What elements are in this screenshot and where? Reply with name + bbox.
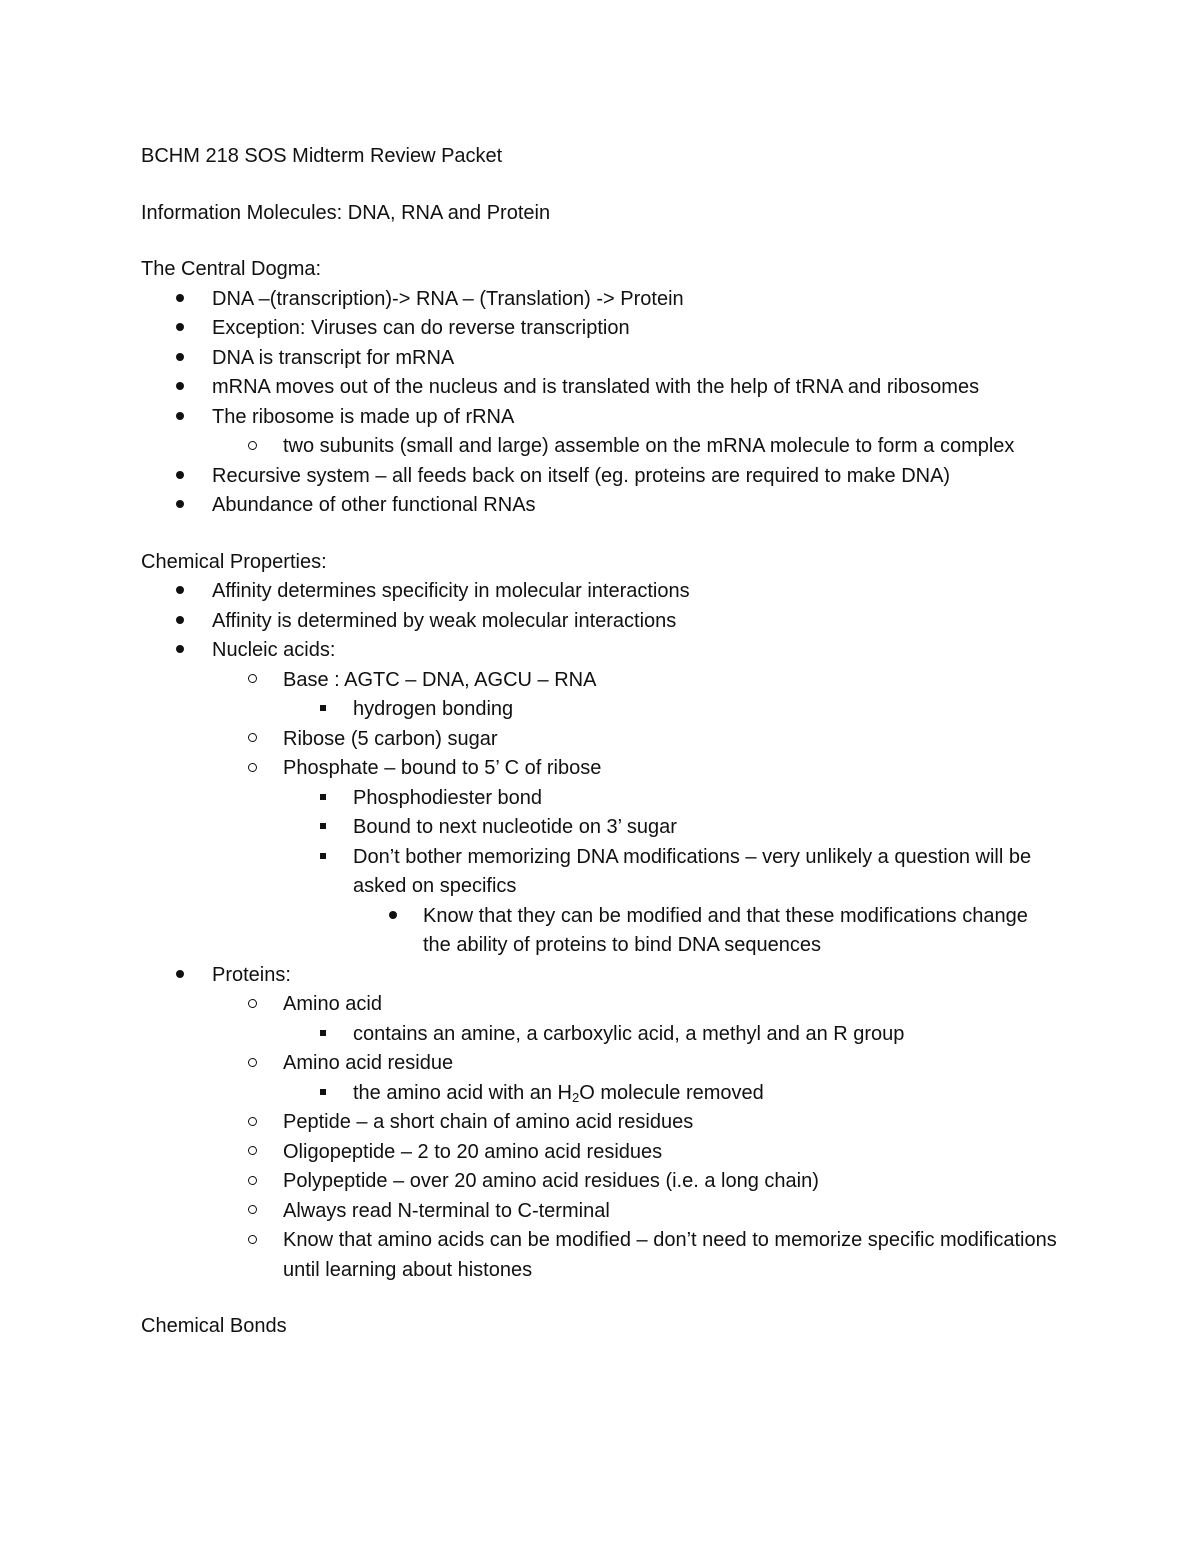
hollow-circle-bullet-icon <box>244 1226 260 1256</box>
list-item-text: Bound to next nucleotide on 3’ sugar <box>353 816 677 838</box>
list-item <box>141 961 1061 991</box>
hollow-circle-bullet-icon <box>244 1049 260 1079</box>
hollow-circle-bullet-icon <box>244 1108 260 1138</box>
hollow-circle-bullet-icon <box>244 1167 260 1197</box>
subscript-2: 2 <box>572 1089 580 1105</box>
section-heading-chemical-properties: Chemical Properties: <box>141 550 327 573</box>
list-item-text: Know that amino acids can be modified – don’t need to memorize specific modifications until learning about histones <box>283 1229 1057 1281</box>
square-bullet-icon <box>315 784 331 814</box>
document-title: BCHM 218 SOS Midterm Review Packet <box>141 145 503 167</box>
list-item-text: Ribose (5 carbon) sugar <box>283 727 498 750</box>
sub-sub-list-item <box>141 784 1061 814</box>
list-item <box>141 491 1061 521</box>
square-bullet-icon <box>315 1079 331 1109</box>
sub-list-item <box>141 1167 1061 1197</box>
list-item-text-part: O molecule removed <box>579 1081 764 1104</box>
hollow-circle-bullet-icon <box>244 725 260 755</box>
bullet-icon <box>385 902 401 932</box>
bullet-icon <box>172 491 188 521</box>
sub-list-item <box>141 754 1061 784</box>
list-item-text: Know that they can be modified and that these modifications change the ability of proteins to bind DNA sequences <box>423 904 1028 956</box>
document-subtitle: Information Molecules: DNA, RNA and Protein <box>141 201 551 224</box>
list-item-text: hydrogen bonding <box>353 698 514 720</box>
list-item <box>141 636 1061 666</box>
list-item-text: Polypeptide – over 20 amino acid residues (i.e. a long chain) <box>283 1170 819 1192</box>
square-bullet-icon <box>315 695 331 725</box>
list-item-text: Proteins: <box>212 963 291 986</box>
list-item-text: mRNA moves out of the nucleus and is translated with the help of tRNA and ribosomes <box>212 376 980 398</box>
list-item-text: Affinity determines specificity in molecular interactions <box>212 580 690 602</box>
list-item-text: contains an amine, a carboxylic acid, a methyl and an R group <box>353 1022 905 1045</box>
list-item <box>141 344 1061 374</box>
square-bullet-icon <box>315 813 331 843</box>
list-item <box>141 373 1061 403</box>
bullet-icon <box>172 344 188 374</box>
list-item-text: Recursive system – all feeds back on itself (eg. proteins are required to make DNA) <box>212 464 951 487</box>
sub-list-item <box>141 1226 1061 1285</box>
list-item-text-part: the amino acid with an H <box>353 1081 573 1104</box>
sub-list-item <box>141 990 1061 1020</box>
sub-sub-list-item <box>141 813 1061 843</box>
spacer <box>141 521 1061 548</box>
spacer <box>141 1285 1061 1312</box>
list-item-text: The ribosome is made up of rRNA <box>212 405 515 428</box>
document-body <box>141 142 1061 1342</box>
section-heading-central-dogma: The Central Dogma: <box>141 258 322 280</box>
list-item-text: Nucleic acids: <box>212 639 336 661</box>
list-item-text: Oligopeptide – 2 to 20 amino acid residues <box>283 1140 663 1163</box>
list-item-text: Amino acid <box>283 993 382 1015</box>
list-item-text: DNA –(transcription)-> RNA – (Translation) -> Protein <box>212 287 684 310</box>
hollow-circle-bullet-icon <box>244 432 260 462</box>
list-item-text: Peptide – a short chain of amino acid residues <box>283 1111 694 1133</box>
hollow-circle-bullet-icon <box>244 990 260 1020</box>
sub-sub-list-item <box>141 695 1061 725</box>
bullet-icon <box>172 607 188 637</box>
list-item-text: Phosphate – bound to 5’ C of ribose <box>283 757 602 779</box>
list-item-text: DNA is transcript for mRNA <box>212 346 455 369</box>
spacer <box>141 172 1061 199</box>
list-item-text: Abundance of other functional RNAs <box>212 494 536 516</box>
list-item <box>141 403 1061 433</box>
spacer <box>141 228 1061 255</box>
list-item-text: Amino acid residue <box>283 1052 454 1074</box>
sub-list-item <box>141 725 1061 755</box>
list-item-text: Affinity is determined by weak molecular interactions <box>212 609 677 632</box>
list-item <box>141 607 1061 637</box>
sub-list-item <box>141 666 1061 696</box>
hollow-circle-bullet-icon <box>244 1197 260 1227</box>
bullet-icon <box>172 636 188 666</box>
list-item <box>141 314 1061 344</box>
list-item-text: two subunits (small and large) assemble on the mRNA molecule to form a complex <box>283 435 1015 457</box>
list-item <box>141 285 1061 315</box>
sub-sub-list-item <box>141 843 1061 902</box>
sub-list-item <box>141 432 1061 462</box>
sub-list-item <box>141 1138 1061 1168</box>
list-item-text <box>353 1082 764 1104</box>
sub-list-item <box>141 1197 1061 1227</box>
list-item-text: Phosphodiester bond <box>353 786 543 809</box>
bullet-icon <box>172 403 188 433</box>
list-item-text: Don’t bother memorizing DNA modifications – very unlikely a question will be asked on specifics <box>353 845 1032 897</box>
list-item-text: Always read N-terminal to C-terminal <box>283 1199 610 1222</box>
sub-sub-sub-list-item <box>141 902 1061 961</box>
list-item-text: Exception: Viruses can do reverse transcription <box>212 317 630 339</box>
bullet-icon <box>172 314 188 344</box>
hollow-circle-bullet-icon <box>244 1138 260 1168</box>
square-bullet-icon <box>315 1020 331 1050</box>
list-item <box>141 462 1061 492</box>
bullet-icon <box>172 285 188 315</box>
bullet-icon <box>172 462 188 492</box>
sub-sub-list-item <box>141 1079 1061 1109</box>
square-bullet-icon <box>315 843 331 873</box>
hollow-circle-bullet-icon <box>244 666 260 696</box>
sub-sub-list-item <box>141 1020 1061 1050</box>
section-heading-chemical-bonds: Chemical Bonds <box>141 1315 287 1337</box>
hollow-circle-bullet-icon <box>244 754 260 784</box>
bullet-icon <box>172 961 188 991</box>
list-item-text: Base : AGTC – DNA, AGCU – RNA <box>283 668 597 691</box>
bullet-icon <box>172 577 188 607</box>
sub-list-item <box>141 1108 1061 1138</box>
bullet-icon <box>172 373 188 403</box>
list-item <box>141 577 1061 607</box>
sub-list-item <box>141 1049 1061 1079</box>
